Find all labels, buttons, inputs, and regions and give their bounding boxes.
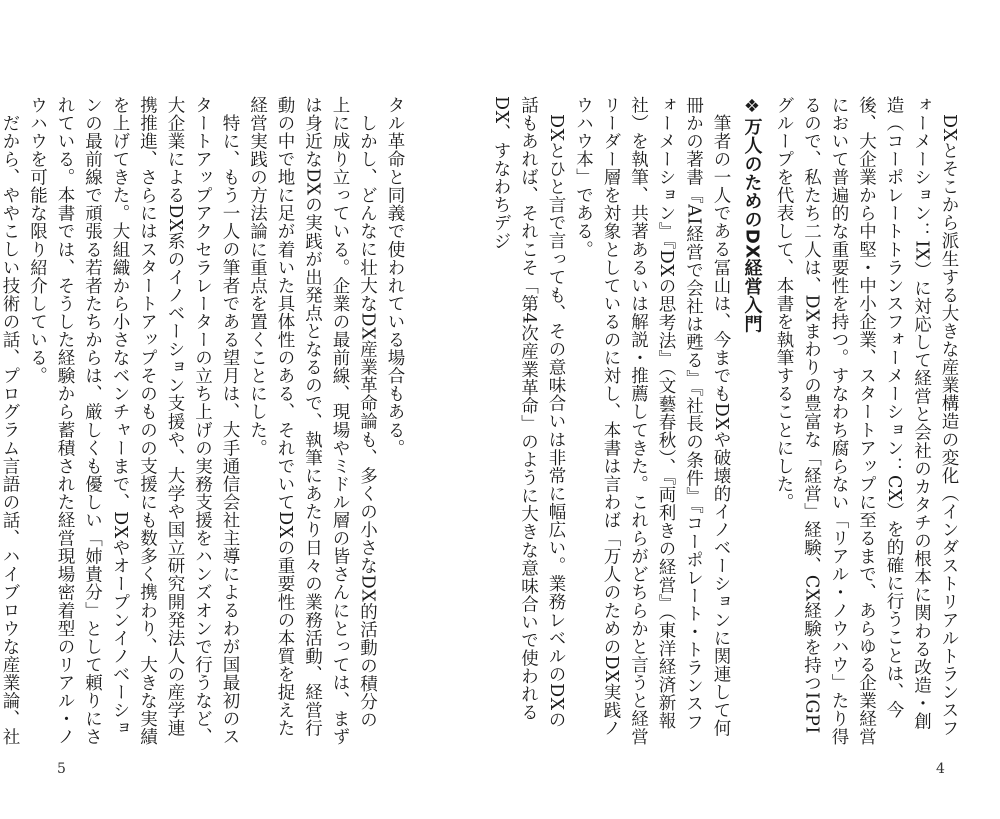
paragraph-mochizuki: 特に、もう一人の筆者である望月は、大手通信会社主導によるわが国最初のスタートアップアクセラレーターの立ち上げの実務支援をハンズオンで行うなど、大企業によるDX系のイノベーション支援や、大学や国立研究開発法人の産学連携推進、さらにはスタートアップそのものの支援にも数多く携わり、大きな実績を上げてきた。大組織から小さなベンチャーまで、DXやオープンイノベーションの最前線で頑張る若者たちからは、厳しくも優しい「姉貴分」として頼りにされている。本書では、そうした経験から蓄積された経営現場密着型のリアル・ノウハウを可能な限り紹介している。 <box>27 96 240 746</box>
paragraph-dx-intro: DXとそこから派生する大きな産業構造の変化（インダストリアルトランスフォーメーション：IX）に対応して経営と会社のカタチの根本に関わる改造・創造（コーポレートトランスフォーメーション：CX）を的確に行うことは、今後、大企業から中堅・中小企業、スタートアップに至るまで、あらゆる企業経営において普遍的な重要性を持つ。すなわち腐らない「リアル・ノウハウ」たり得るので、私たち二人は、DXまわりの豊富な「経営」経験、CX経験を持つIGPIグループを代表して、本書を執筆することにした。 <box>774 96 959 746</box>
page-number-right: 4 <box>936 761 945 777</box>
page-number-left: 5 <box>57 761 66 777</box>
paragraph-continuation: タル革命と同義で使われている場合もある。 <box>385 96 405 457</box>
paragraph-small-dx: しかし、どんなに壮大なDX産業革命論も、多くの小さなDX的活動の積分の上に成り立っている。企業の最前線、現場やミドル層の皆さんにとっては、まずは身近なDXの実践が出発点となるので、執筆にあたり日々の業務活動、経営行動の中で地に足が着いた具体性のある、それでいてDXの重要性の本質を捉えた経営実践の方法論に重点を置くことにした。 <box>247 96 378 746</box>
right-page <box>491 0 1000 819</box>
section-heading-text: 万人のためのDX経営入門 <box>741 117 763 333</box>
diamond-ornament-icon: ❖ <box>741 96 763 118</box>
paragraph-therefore: だから、ややこしい技術の話、プログラム言語の話、ハイブロウな産業論、社 <box>0 113 20 746</box>
section-heading <box>738 96 766 746</box>
left-page-text <box>0 96 408 746</box>
paragraph-authors-books: 筆者の一人である冨山は、今までもDXや破壊的イノベーションに関連して何冊かの著書『AI経営で会社は甦る』『社長の条件』『コーポレート・トランスフォーメーション』『DXの思考法』（文藝春秋）、『両利きの経営』（東洋経済新報社）を執筆、共著あるいは解説・推薦してきた。これらがどちらかと言うと経営リーダー層を対象としているのに対し、本書は言わば「万人のためのDX実践ノウハウ本」である。 <box>573 96 731 746</box>
paragraph-dx-meaning: DXとひと言で言っても、その意味合いは非常に幅広い。業務レベルのDXの話もあれば、それこそ「第4次産業革命」のように大きな意味合いで使われるDX、すなわちデジ <box>491 96 566 729</box>
right-page-text <box>491 96 962 746</box>
